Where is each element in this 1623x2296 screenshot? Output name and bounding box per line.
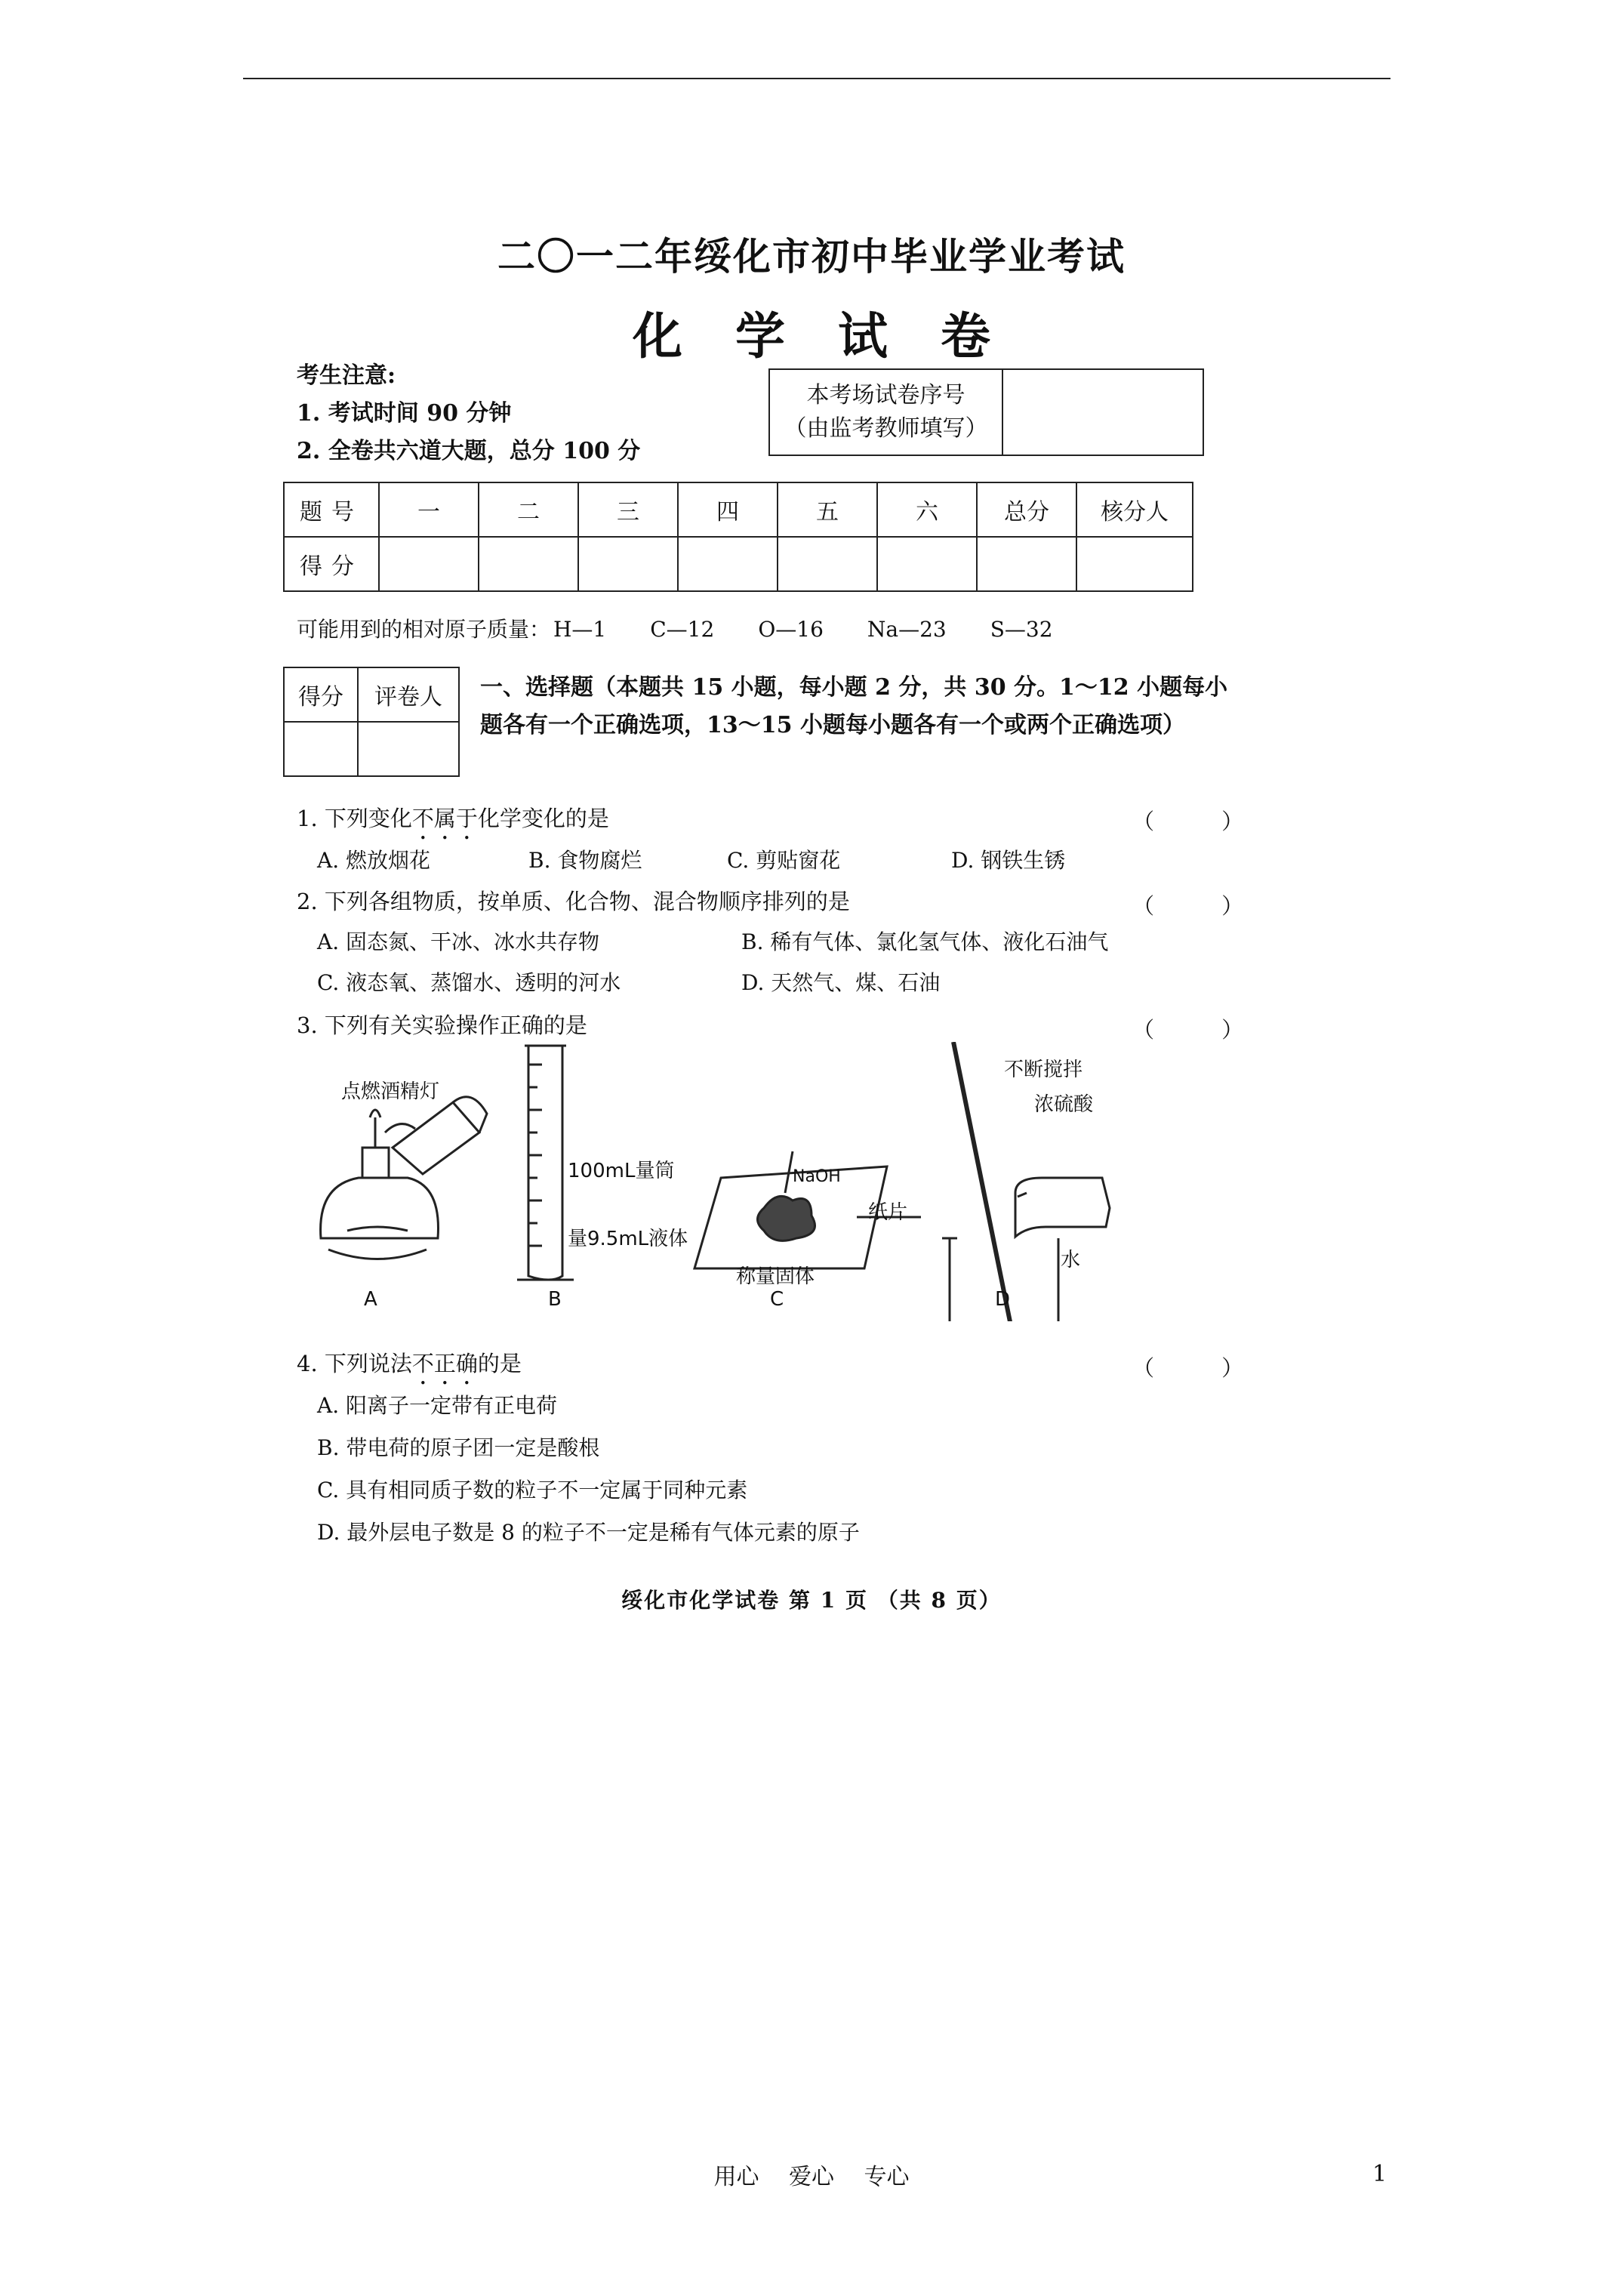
serial-label-line1: 本考场试卷序号 — [806, 382, 965, 408]
serial-number-box — [768, 368, 1204, 456]
option: B. 带电荷的原子团一定是酸根 — [317, 1435, 600, 1460]
answer-blank[interactable]: （ ） — [1132, 1355, 1274, 1381]
page-number: 1 — [1372, 2161, 1387, 2187]
answer-blank[interactable]: （ ） — [1132, 809, 1274, 834]
question-stem — [297, 802, 609, 845]
score-col-header: 一 — [379, 482, 479, 537]
option: C. 剪贴窗花 — [727, 848, 841, 873]
atomic-mass: Na—23 — [867, 617, 947, 642]
score-table — [283, 482, 1193, 592]
option: A. 燃放烟花 — [317, 848, 431, 873]
score-cell[interactable] — [479, 537, 578, 591]
figure-label-c-top: NaOH — [793, 1167, 841, 1186]
atomic-masses — [297, 613, 1097, 643]
atomic-masses-label: 可能用到的相对原子质量： — [297, 617, 551, 642]
stem-text: 的是 — [477, 1351, 522, 1376]
question-stem — [297, 1347, 522, 1390]
subject-title: 化学试卷 — [633, 307, 1043, 365]
score-col-header: 四 — [678, 482, 778, 537]
notice-heading: 考生注意: — [297, 362, 396, 389]
option: B. 食物腐烂 — [528, 848, 642, 873]
option: D. 钢铁生锈 — [951, 848, 1066, 873]
score-cell[interactable] — [578, 537, 678, 591]
serial-label-line2: （由监考教师填写） — [784, 415, 988, 442]
figure-label-d2: 浓硫酸 — [1034, 1093, 1094, 1116]
option: D. 最外层电子数是 8 的粒子不一定是稀有气体元素的原子 — [317, 1520, 860, 1545]
notice-item: 2. 全卷共六道大题，总分 100 分 — [297, 438, 641, 464]
exam-title: 二〇一二年绥化市初中毕业学业考试 — [497, 234, 1126, 279]
score-cell[interactable] — [379, 537, 479, 591]
grader-name-cell[interactable] — [358, 722, 459, 776]
figure-letter: C — [770, 1288, 784, 1311]
figure-letter: A — [364, 1288, 377, 1311]
score-cell[interactable] — [1076, 537, 1193, 591]
stem-text: 4. 下列说法 — [297, 1351, 412, 1376]
score-row-label: 得分 — [284, 537, 379, 591]
figure-label-b1: 100mL量筒 — [568, 1160, 675, 1182]
option: D. 天然气、煤、石油 — [741, 970, 941, 995]
serial-label — [769, 369, 1002, 455]
grader-name-label: 评卷人 — [358, 667, 459, 722]
option: B. 稀有气体、氯化氢气体、液化石油气 — [741, 929, 1109, 954]
answer-blank[interactable]: （ ） — [1132, 893, 1274, 919]
score-col-header: 五 — [778, 482, 877, 537]
figure-label-a: 点燃酒精灯 — [341, 1080, 440, 1103]
grader-box — [283, 667, 460, 777]
figure-label-d3: 水 — [1061, 1249, 1081, 1271]
section-heading: 一、选择题（本题共 15 小题，每小题 2 分，共 30 分。1～12 小题每小题各有一个正确选项，13～15 小题每小题各有一个或两个正确选项） — [480, 674, 1228, 738]
serial-value-cell[interactable] — [1002, 369, 1203, 455]
header-rule — [243, 78, 1390, 79]
score-cell[interactable] — [877, 537, 977, 591]
score-col-header: 三 — [578, 482, 678, 537]
score-row-label: 题号 — [284, 482, 379, 537]
score-col-header: 核分人 — [1076, 482, 1193, 537]
figure-letter: B — [548, 1288, 562, 1311]
option: C. 液态氧、蒸馏水、透明的河水 — [317, 970, 621, 995]
grader-score-cell[interactable] — [284, 722, 358, 776]
emphasized-text: 不正确 — [411, 1351, 478, 1376]
score-col-header: 总分 — [977, 482, 1076, 537]
atomic-mass: C—12 — [650, 617, 715, 642]
option: A. 固态氮、干冰、冰水共存物 — [317, 929, 600, 954]
grader-score-label: 得分 — [284, 667, 358, 722]
bottom-motto: 用心 爱心 专心 — [713, 2164, 910, 2190]
stem-text: 1. 下列变化 — [297, 806, 412, 831]
notice-item: 1. 考试时间 90 分钟 — [297, 400, 512, 427]
stem-text: 化学变化的是 — [477, 806, 609, 831]
graduated-cylinder-illustration — [517, 1046, 574, 1280]
question-stem: 3. 下列有关实验操作正确的是 — [297, 1012, 587, 1038]
atomic-mass: S—32 — [990, 617, 1053, 642]
figure-label-c-side: 纸片 — [868, 1201, 908, 1224]
figure-letter: D — [995, 1288, 1011, 1311]
atomic-mass: O—16 — [758, 617, 824, 642]
emphasized-text: 不属于 — [411, 806, 478, 831]
score-cell[interactable] — [778, 537, 877, 591]
exam-page-footer: 绥化市化学试卷 第 1 页 （共 8 页） — [621, 1588, 1002, 1613]
figure-label-b2: 量9.5mL液体 — [568, 1228, 688, 1250]
option: C. 具有相同质子数的粒子不一定属于同种元素 — [317, 1478, 748, 1502]
figure-label-d1: 不断搅拌 — [1004, 1059, 1083, 1081]
score-cell[interactable] — [977, 537, 1076, 591]
alcohol-lamp-illustration — [321, 1097, 487, 1259]
figure-label-c-bottom: 称量固体 — [736, 1265, 815, 1288]
atomic-mass: H—1 — [553, 617, 607, 642]
score-cell[interactable] — [678, 537, 778, 591]
question-stem: 2. 下列各组物质，按单质、化合物、混合物顺序排列的是 — [297, 889, 850, 914]
answer-blank[interactable]: （ ） — [1132, 1017, 1274, 1043]
option: A. 阳离子一定带有正电荷 — [317, 1393, 558, 1418]
score-col-header: 二 — [479, 482, 578, 537]
dilution-beaker-illustration — [942, 1042, 1110, 1321]
score-col-header: 六 — [877, 482, 977, 537]
